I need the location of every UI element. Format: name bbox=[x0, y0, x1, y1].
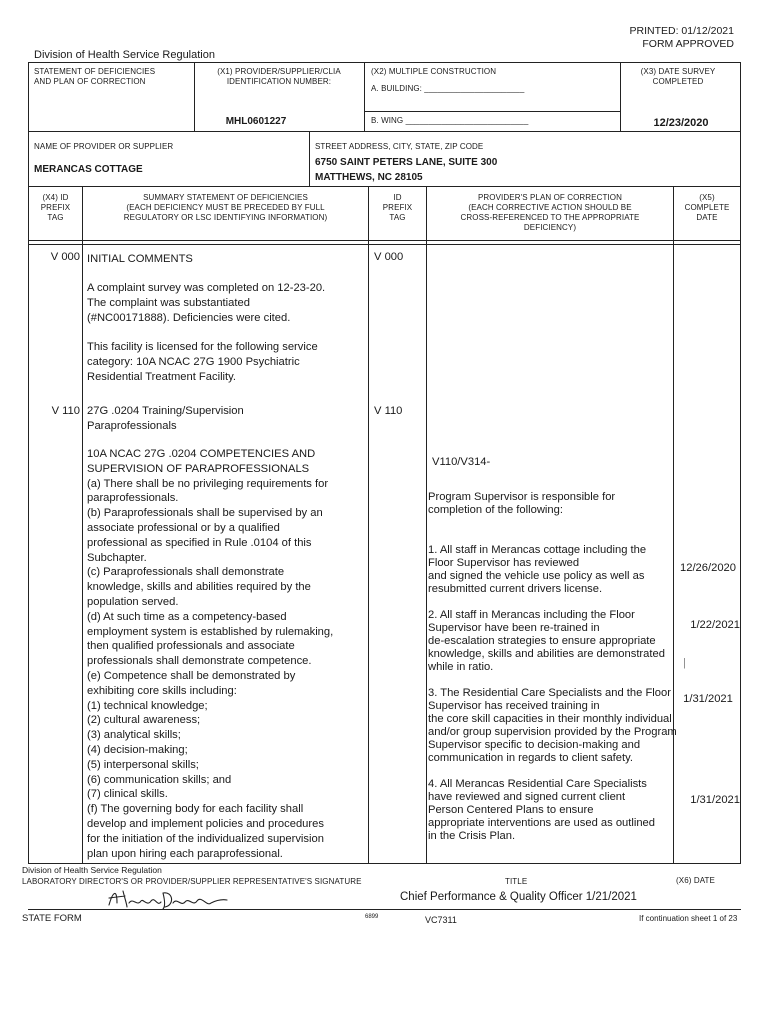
columns-top-rule bbox=[28, 186, 741, 187]
footer-rule bbox=[28, 909, 741, 910]
title-label: TITLE bbox=[505, 877, 528, 886]
x1-label: (X1) PROVIDER/SUPPLIER/CLIA IDENTIFICATION NUMBER: bbox=[217, 67, 341, 86]
provider-name: MERANCAS COTTAGE bbox=[34, 164, 143, 175]
summary-col-line bbox=[368, 186, 369, 863]
plan-item-1-date: 12/26/2020 bbox=[680, 562, 736, 574]
x2-left-line bbox=[364, 62, 365, 131]
form-approved: FORM APPROVED bbox=[642, 38, 734, 50]
columns-bottom-rule bbox=[28, 240, 741, 241]
x1-left-line bbox=[194, 62, 195, 131]
columns-double-rule bbox=[28, 244, 741, 245]
v000-complaint: A complaint survey was completed on 12-23-20. The complaint was substantiated (#NC00171888). Deficiencies were cited. bbox=[87, 282, 326, 324]
x4-header: (X4) ID PREFIX TAG bbox=[40, 193, 71, 222]
x3-value: 12/23/2020 bbox=[653, 117, 709, 129]
plan-intro: Program Supervisor is responsible for completion of the following: bbox=[428, 491, 616, 516]
x3-label: (X3) DATE SURVEY COMPLETED bbox=[640, 67, 716, 86]
id-header: ID PREFIX TAG bbox=[382, 193, 413, 222]
right-border bbox=[740, 62, 741, 863]
address-line1: 6750 SAINT PETERS LANE, SUITE 300 bbox=[315, 157, 498, 168]
vc-code: VC7311 bbox=[425, 915, 457, 925]
plan-item-3: 3. The Residential Care Specialists and the Floor Supervisor has received training in the core skill capacities in their monthly individual and/or group supervision provided by the Program Supervisor specific to decision-making and communication in regards to client safety. bbox=[428, 687, 677, 764]
wing-label: B. WING ___________________________ bbox=[371, 116, 529, 125]
x3-left-line bbox=[620, 62, 621, 131]
address-label: STREET ADDRESS, CITY, STATE, ZIP CODE bbox=[315, 142, 484, 151]
x2-label: (X2) MULTIPLE CONSTRUCTION bbox=[371, 67, 497, 76]
printed-date: PRINTED: 01/12/2021 bbox=[629, 25, 734, 37]
v000-license: This facility is licensed for the following service category: 10A NCAC 27G 1900 Psychiatric Residential Treatment Facility. bbox=[87, 341, 318, 383]
v000-title: INITIAL COMMENTS bbox=[87, 253, 193, 265]
left-border bbox=[28, 62, 29, 863]
signature-image bbox=[103, 885, 233, 915]
form-code: 6899 bbox=[365, 914, 379, 920]
title-value: Chief Performance & Quality Officer 1/21/2021 bbox=[400, 891, 637, 903]
x5-header: (X5) COMPLETE DATE bbox=[684, 193, 730, 222]
plan-reference: V110/V314- bbox=[432, 456, 491, 468]
v110-tag: V 110 bbox=[51, 405, 80, 417]
x4-col-line bbox=[82, 186, 83, 863]
plan-item-4-date: 1/31/2021 bbox=[690, 794, 740, 806]
provider-label: NAME OF PROVIDER OR SUPPLIER bbox=[34, 142, 174, 151]
header-mid-rule bbox=[28, 131, 741, 132]
address-line2: MATTHEWS, NC 28105 bbox=[315, 172, 423, 183]
state-form-label: STATE FORM bbox=[22, 913, 82, 924]
date-label: (X6) DATE bbox=[676, 876, 715, 885]
statement-label: STATEMENT OF DEFICIENCIES AND PLAN OF CORRECTION bbox=[34, 67, 156, 86]
print-info bbox=[630, 25, 734, 51]
plan-item-2: 2. All staff in Merancas including the Floor Supervisor have been re-trained in de-escalation strategies to ensure appropriate knowledge, skills and abilities are demonstrated while in ratio. bbox=[428, 609, 665, 673]
plan-item-4: 4. All Merancas Residential Care Specialists have reviewed and signed current client Person Centered Plans to ensure appropriate interventions are used as outlined in the Crisis Plan. bbox=[428, 778, 656, 842]
id-col-line bbox=[426, 186, 427, 863]
table-bottom-rule bbox=[28, 863, 741, 864]
plan-item-2-date: 1/22/2021 bbox=[690, 619, 740, 631]
v000-tag: V 000 bbox=[50, 251, 80, 263]
v000-id: V 000 bbox=[374, 251, 404, 263]
signature-label: LABORATORY DIRECTOR'S OR PROVIDER/SUPPLIER REPRESENTATIVE'S SIGNATURE bbox=[22, 877, 362, 886]
plan-item-1: 1. All staff in Merancas cottage including the Floor Supervisor has reviewed and signed the vehicle use policy as well as resubmitted current drivers license. bbox=[428, 544, 647, 595]
plan-header: PROVIDER'S PLAN OF CORRECTION (EACH CORRECTIVE ACTION SHOULD BE CROSS-REFERENCED TO THE APPROPRIATE DEFICIENCY) bbox=[460, 193, 640, 232]
plan-item-2-mark: | bbox=[683, 657, 686, 669]
agency-title: Division of Health Service Regulation bbox=[34, 49, 215, 61]
x2-divider bbox=[364, 111, 620, 112]
header-top-rule bbox=[28, 62, 741, 63]
continuation-sheet: If continuation sheet 1 of 23 bbox=[639, 914, 738, 923]
summary-header: SUMMARY STATEMENT OF DEFICIENCIES (EACH DEFICIENCY MUST BE PRECEDED BY FULL REGULATORY OR LSC IDENTIFYING INFORMATION) bbox=[123, 193, 328, 222]
v110-title: 27G .0204 Training/Supervision Paraprofessionals bbox=[87, 405, 244, 432]
footer-agency: Division of Health Service Regulation bbox=[22, 865, 162, 875]
building-label: A. BUILDING: ______________________ bbox=[371, 84, 525, 93]
address-left-line bbox=[309, 131, 310, 186]
v110-id: V 110 bbox=[374, 405, 403, 417]
v110-rule-text: 10A NCAC 27G .0204 COMPETENCIES AND SUPERVISION OF PARAPROFESSIONALS (a) There shall be no privileging requirements for paraprofessionals. (b) Paraprofessionals shall be supervised by an associate professional or by a qualified professional as specified in Rule .0104 of this Subchapter. (c) Paraprofessionals shall demonstrate knowledge, skills and abilities required by the population served. (d) At such time as a competency-based employment system is established by rulemaking, then qualified professionals and associate professionals shall demonstrate competence. (e) Competence shall be demonstrated by exhibiting core skills including: (1) technical knowledge; (2) cultural awareness; (3) analytical skills; (4) decision-making; (5) interpersonal skills; (6) communication skills; and (7) clinical skills. (f) The governing body for each facility shall develop and implement policies and procedures for the initiation of the individualized supervision plan upon hiring each paraprofessional. bbox=[87, 448, 334, 860]
plan-item-3-date: 1/31/2021 bbox=[683, 693, 733, 705]
x1-value: MHL0601227 bbox=[225, 116, 287, 127]
